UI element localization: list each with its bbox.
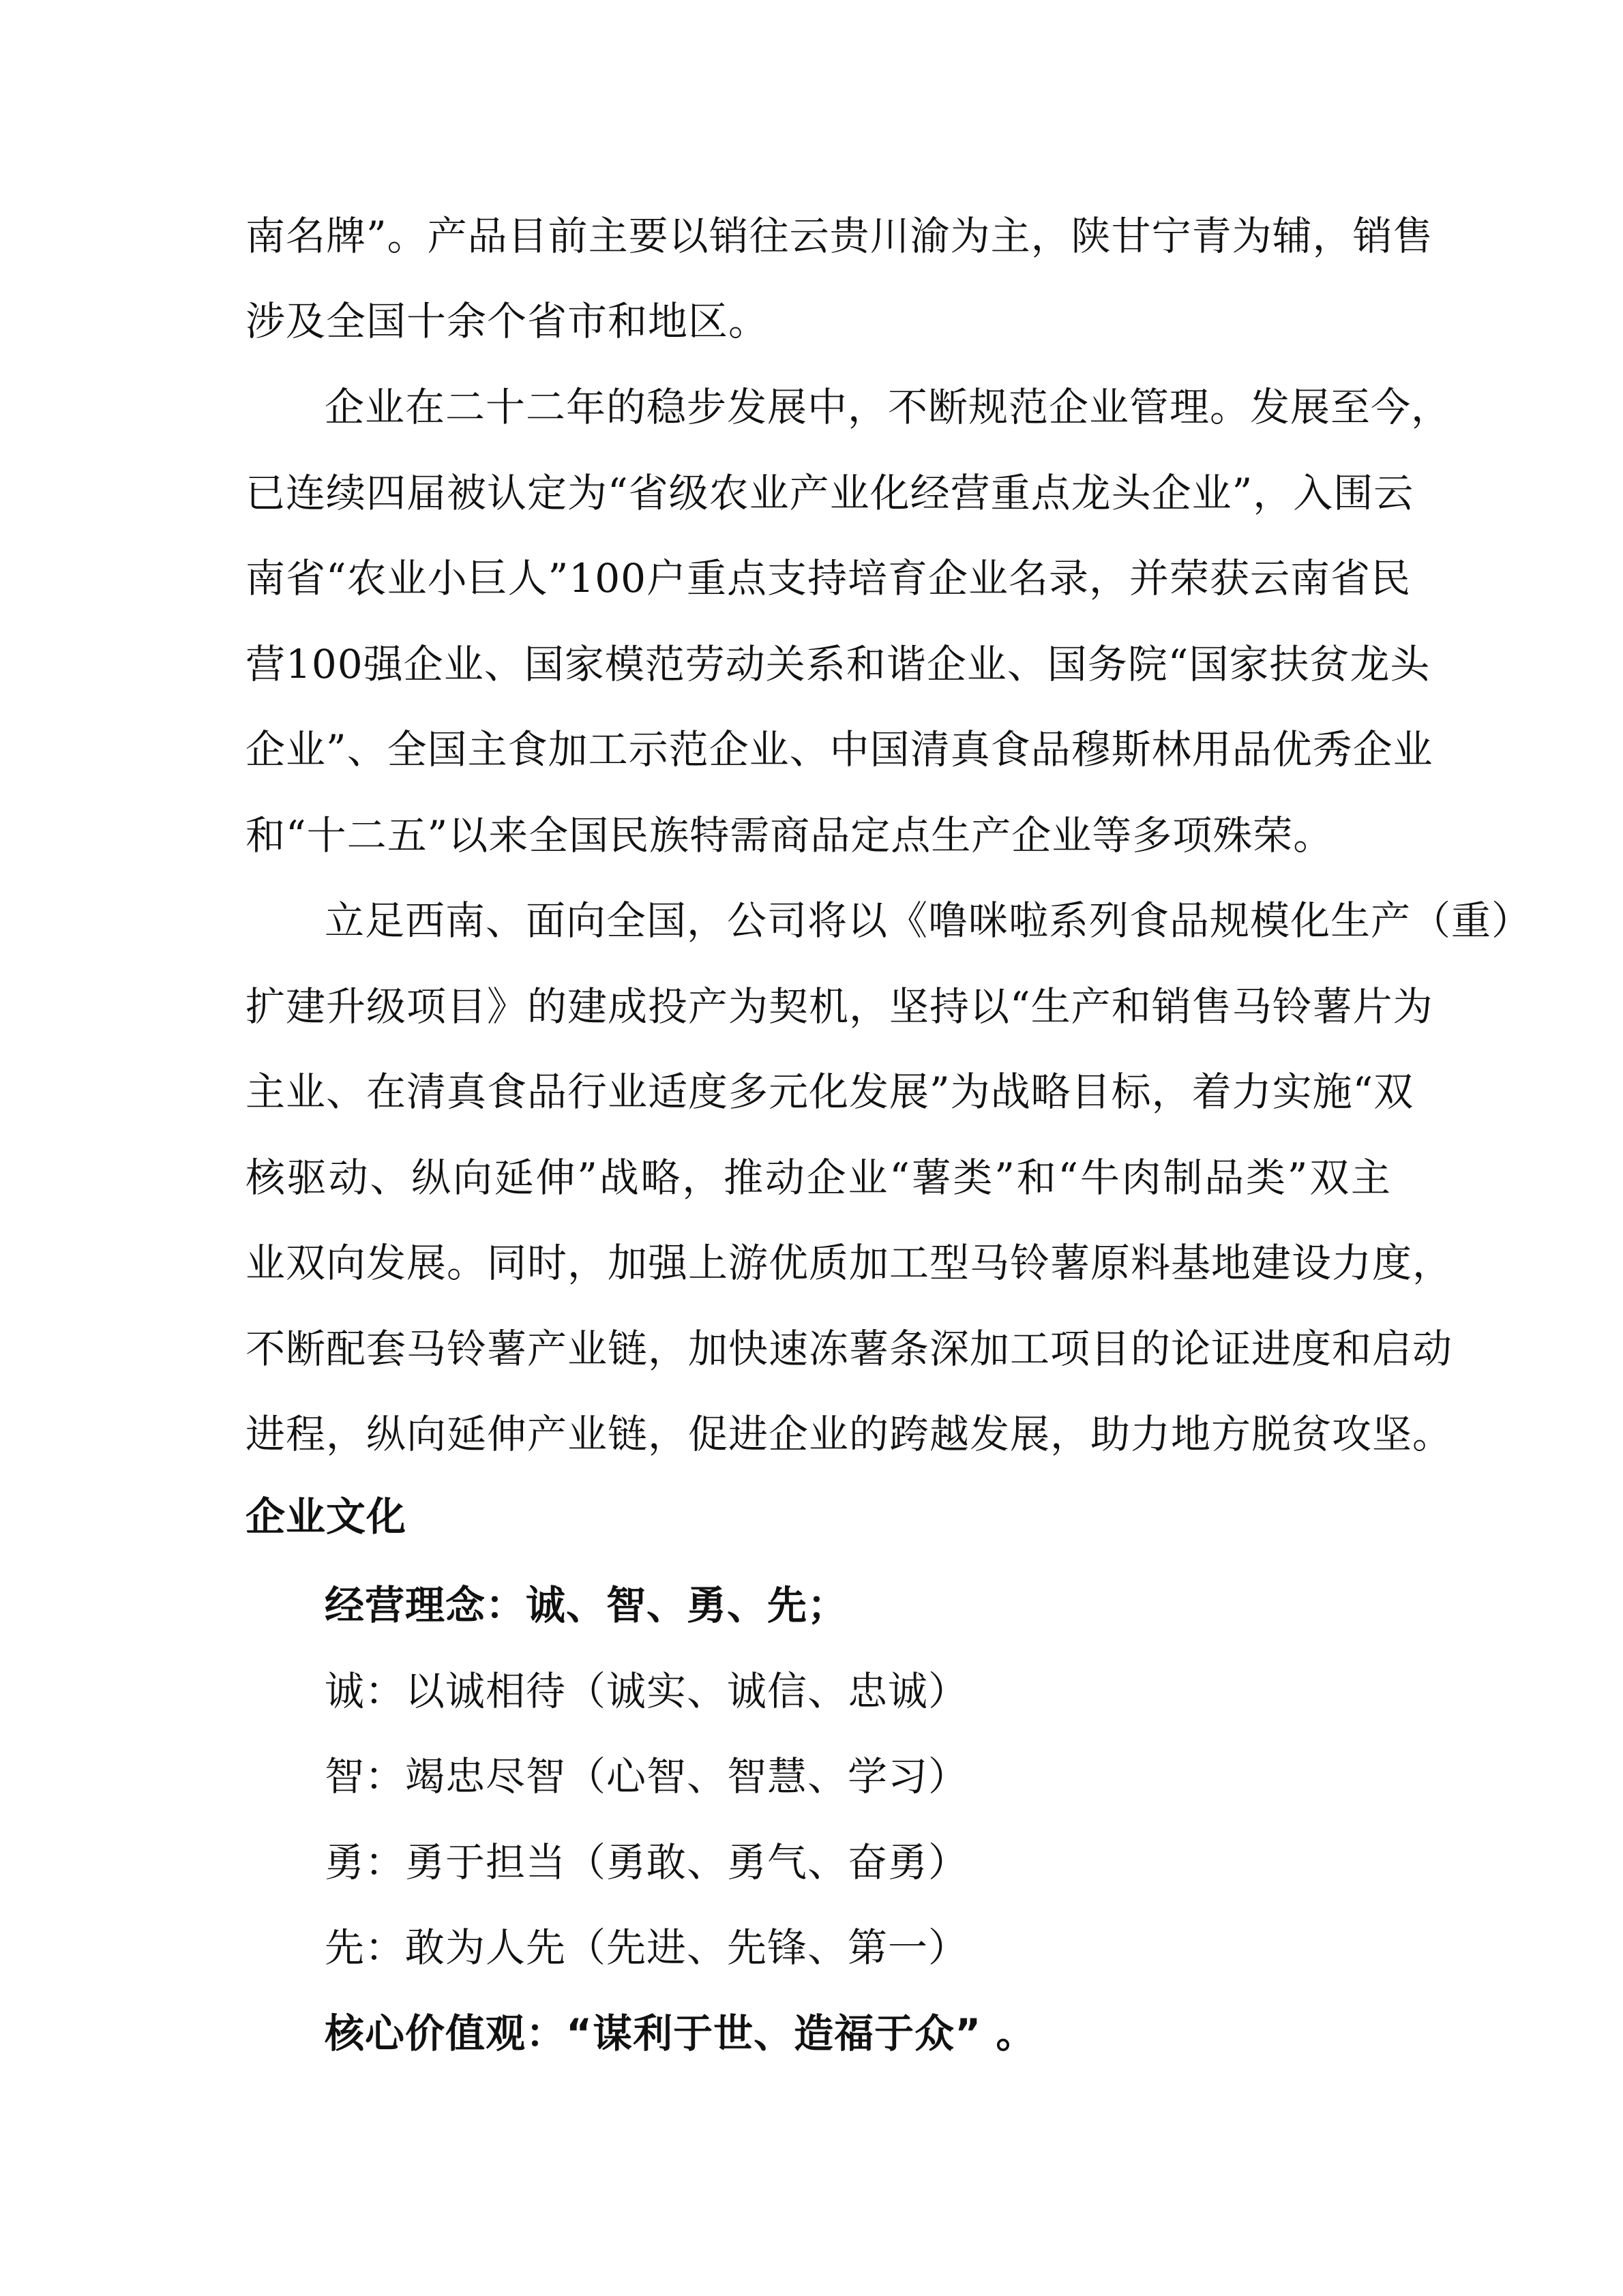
paragraph-line: 涉及全国十余个省市和地区。 [245, 298, 769, 344]
paragraph-line: 已连续四届被认定为“省级农业产业化经营重点龙头企业”，入围云 [245, 470, 1414, 516]
philosophy-item: 诚：以诚相待（诚实、诚信、忠诚） [325, 1668, 969, 1714]
section-heading: 企业文化 [245, 1493, 407, 1540]
paragraph-line: 主业、在清真食品行业适度多元化发展”为战略目标，着力实施“双 [245, 1069, 1414, 1115]
philosophy-item: 智：竭忠尽智（心智、智慧、学习） [325, 1753, 969, 1800]
core-values: 核心价值观：“谋利于世、造福于众” 。 [325, 2010, 1037, 2057]
paragraph-line: 不断配套马铃薯产业链，加快速冻薯条深加工项目的论证进度和启动 [245, 1326, 1453, 1372]
paragraph-line: 企业”、全国主食加工示范企业、中国清真食品穆斯林用品优秀企业 [245, 726, 1433, 773]
paragraph-line: 南省“农业小巨人”100户重点支持培育企业名录，并荣获云南省民 [245, 555, 1412, 601]
philosophy-title: 经营理念：诚、智、勇、先； [325, 1582, 848, 1628]
philosophy-item: 勇：勇于担当（勇敢、勇气、奋勇） [325, 1839, 969, 1885]
paragraph-line: 企业在二十二年的稳步发展中，不断规范企业管理。发展至今， [325, 384, 1452, 430]
paragraph-line: 业双向发展。同时，加强上游优质加工型马铃薯原料基地建设力度， [245, 1240, 1453, 1286]
paragraph-line: 营100强企业、国家模范劳动关系和谐企业、国务院“国家扶贫龙头 [245, 641, 1431, 687]
paragraph-line: 南名牌”。产品目前主要以销往云贵川渝为主，陕甘宁青为辅，销售 [245, 213, 1433, 259]
paragraph-line: 和“十二五”以来全国民族特需商品定点生产企业等多项殊荣。 [245, 812, 1334, 859]
philosophy-item: 先：敢为人先（先进、先锋、第一） [325, 1924, 969, 1971]
paragraph-line: 扩建升级项目》的建成投产为契机，坚持以“生产和销售马铃薯片为 [245, 983, 1433, 1030]
paragraph-line: 进程，纵向延伸产业链，促进企业的跨越发展，助力地方脱贫攻坚。 [245, 1411, 1453, 1457]
paragraph-line: 立足西南、面向全国，公司将以《噜咪啦系列食品规模化生产（重） [325, 897, 1532, 944]
paragraph-line: 核驱动、纵向延伸”战略，推动企业“薯类”和“牛肉制品类”双主 [245, 1154, 1391, 1201]
